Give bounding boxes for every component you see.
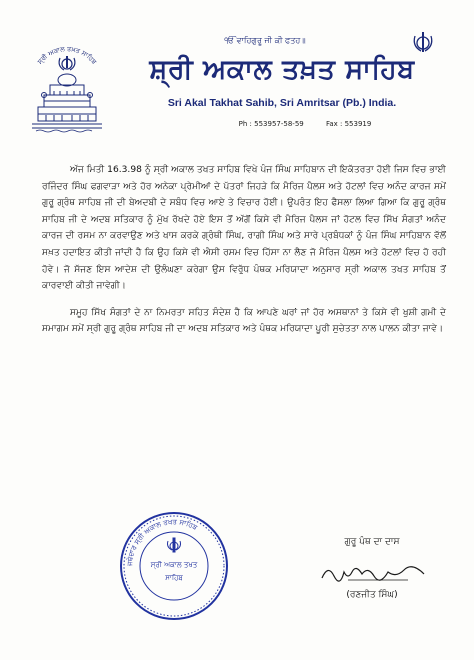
seal-line-1: ਸ੍ਰੀ ਅਕਾਲ ਤਖਤ (150, 561, 198, 569)
body-paragraph-2: ਸਮੂਹ ਸਿੱਖ ਸੰਗਤਾਂ ਦੇ ਨਾ ਨਿਮਰਤਾ ਸਹਿਤ ਸੰਦੇਸ਼ ਹੈ ਕਿ ਆਪਣੇ ਘਰਾਂ ਜਾਂ ਹੋਰ ਅਸਥਾਨਾਂ ਤੇ ਕਿਸੇ ਵੀ ਖੁਸ਼ੀ ਗਮੀ ਦੇ ਸਮਾਗਮ ਸਮੇਂ ਸ੍ਰੀ ਗੁਰੂ ਗ੍ਰੰਥ ਸਾਹਿਬ ਜੀ ਦਾ ਅਦਬ ਸਤਿਕਾਰ ਅਤੇ ਪੰਥਕ ਮਰਿਯਾਦਾ ਪੂਰੀ ਸੁਚੇਤਤਾ ਨਾਲ ਪਾਲਨ ਕੀਤਾ ਜਾਵੇ। (42, 307, 446, 335)
akal-takht-emblem-icon (24, 40, 110, 136)
signoff-text: ਗੁਰੂ ਪੰਥ ਦਾ ਦਾਸ (344, 537, 400, 547)
fax-number: Fax : 553919 (325, 120, 372, 128)
emblem-caption: ਸ੍ਰੀ ਅਕਾਲ ਤਖ਼ਤ ਸਾਹਿਬ (35, 44, 99, 66)
official-seal-icon (118, 510, 230, 622)
letterhead-title-english: Sri Akal Takhat Sahib, Sri Amritsar (Pb.) India. (167, 97, 397, 109)
signature-scribble (318, 562, 428, 584)
letterhead-title-punjabi: ਸ਼੍ਰੀ ਅਕਾਲ ਤਖ਼ਤ ਸਾਹਿਬ (149, 54, 415, 85)
contact-line (150, 120, 460, 128)
body-paragraph-1: ਅੱਜ ਮਿਤੀ 16.3.98 ਨੂੰ ਸ੍ਰੀ ਅਕਾਲ ਤਖਤ ਸਾਹਿਬ ਵਿਖੇ ਪੰਜ ਸਿੰਘ ਸਾਹਿਬਾਨ ਦੀ ਇਕੱਤਰਤਾ ਹੋਈ ਜਿਸ ਵਿਚ ਭਾਈ ਰਜਿੰਦਰ ਸਿੰਘ ਫਗਵਾੜਾ ਅਤੇ ਹੋਰ ਅਨੇਕਾ ਪ੍ਰੇਮੀਆਂ ਦੇ ਪੱਤਰਾਂ ਜਿਹੜੇ ਕਿ ਮੈਰਿਜ ਪੈਲਸ ਅਤੇ ਹੋਟਲਾਂ ਵਿਚ ਅਨੰਦ ਕਾਰਜ ਸਮੇਂ ਗੁਰੂ ਗ੍ਰੰਥ ਸਾਹਿਬ ਜੀ ਦੀ ਬੇਅਦਬੀ ਦੇ ਸਬੰਧ ਵਿਚ ਆਏ ਤੇ ਵਿਚਾਰ ਹੋਈ। ਉਪਰੰਤ ਇਹ ਫੈਸਲਾ ਲਿਆ ਗਿਆ ਕਿ ਗੁਰੂ ਗ੍ਰੰਥ ਸਾਹਿਬ ਜੀ ਦੇ ਅਦਬ ਸਤਿਕਾਰ ਨੂੰ ਮੁੱਖ ਰੱਖਦੇ ਹੋਏ ਇਸ ਤੋਂ ਅੱਗੋਂ ਕਿਸੇ ਵੀ ਮੈਰਿਜ ਪੈਲਸ ਜਾਂ ਹੋਟਲ ਵਿਚ ਸਿੱਖ ਸੰਗਤਾਂ ਅਨੰਦ ਕਾਰਜ ਦੀ ਰਸਮ ਨਾ ਕਰਵਾਉਣ ਅਤੇ ਖਾਸ ਕਰਕੇ ਗ੍ਰੰਥੀ ਸਿੰਘ, ਰਾਗੀ ਸਿੰਘ ਅਤੇ ਸਾਰੇ ਪ੍ਰਬੰਧਕਾਂ ਨੂੰ ਪੰਜ ਸਿੰਘ ਸਾਹਿਬਾਨ ਵੱਲੋਂ ਸਖ਼ਤ ਹਦਾਇਤ ਕੀਤੀ ਜਾਂਦੀ ਹੈ ਕਿ ਉਹ ਕਿਸੇ ਵੀ ਐਸੀ ਰਸਮ ਵਿਚ ਹਿੱਸਾ ਨਾ ਲੈਣ ਜੋ ਮੈਰਿਜ ਪੈਲਸ ਅਤੇ ਹੋਟਲਾਂ ਵਿਚ ਹੋ ਰਹੀ ਹੋਵੇ। ਜੋ ਸੱਜਣ ਇਸ ਆਦੇਸ਼ ਦੀ ਉਲੰਘਣਾ ਕਰੇਗਾ ਉਸ ਵਿਰੁੱਧ ਪੰਥਕ ਮਰਿਯਾਦਾ ਅਨੁਸਾਰ ਸ੍ਰੀ ਅਕਾਲ ਤਖਤ ਸਾਹਿਬ ਤੋਂ ਕਾਰਵਾਈ ਕੀਤੀ ਜਾਵੇਗੀ। (42, 165, 446, 292)
khanda-icon (410, 30, 436, 56)
invocation-line: ੴ ਵਾਹਿਗੁਰੂ ਜੀ ਕੀ ਫਤਹ॥ (224, 36, 306, 45)
seal-line-2: ਸਾਹਿਬ (165, 574, 183, 582)
letter-body (42, 162, 446, 348)
svg-text:ਜਥੇਦਾਰ ਸ੍ਰੀ ਅਕਾਲ ਤਖਤ ਸਾਹਿਬ (125, 518, 199, 567)
seal-ring-text: ਜਥੇਦਾਰ ਸ੍ਰੀ ਅਕਾਲ ਤਖਤ ਸਾਹਿਬ (125, 517, 199, 567)
signer-name: (ਰਣਜੀਤ ਸਿੰਘ) (346, 590, 398, 600)
phone-number: Ph : 553957-58-59 (238, 120, 304, 128)
